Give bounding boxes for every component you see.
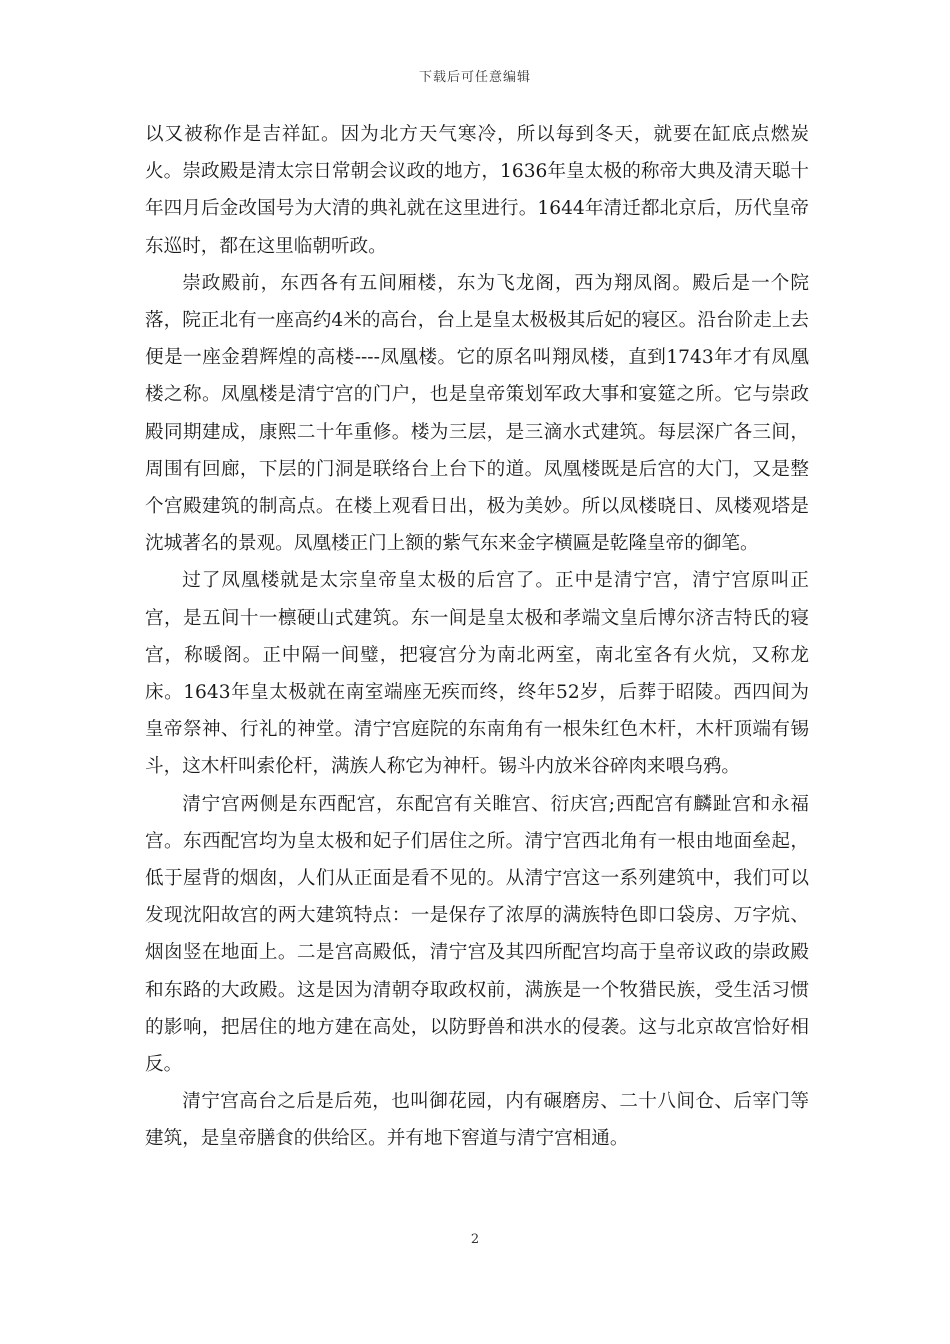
paragraph-4: 清宁宫两侧是东西配宫，东配宫有关睢宫、衍庆宫;西配宫有麟趾宫和永福宫。东西配宫均为皇太极和妃子们居住之所。清宁宫西北角有一根由地面垒起，低于屋背的烟囱，人们从正面是看不见的。从清宁宫这一系列建筑中，我们可以发现沈阳故宫的两大建筑特点：一是保存了浓厚的满族特色即口袋房、万字炕、烟囱竖在地面上。二是宫高殿低，清宁宫及其四所配宫均高于皇帝议政的崇政殿和东路的大政殿。这是因为清朝夺取政权前，满族是一个牧猎民族，受生活习惯的影响，把居住的地方建在高处，以防野兽和洪水的侵袭。这与北京故宫恰好相反。 bbox=[145, 793, 809, 1076]
paragraph-3: 过了凤凰楼就是太宗皇帝皇太极的后宫了。正中是清宁宫，清宁宫原叫正宫，是五间十一檩硬山式建筑。东一间是皇太极和孝端文皇后博尔济吉特氏的寝宫，称暖阁。正中隔一间璧，把寝宫分为南北两室，南北室各有火炕，又称龙床。1643年皇太极就在南室端座无疾而终，终年52岁，后葬于昭陵。西四间为皇帝祭神、行礼的神堂。清宁宫庭院的东南角有一根朱红色木杆，木杆顶端有锡斗，这木杆叫索伦杆，满族人称它为神杆。锡斗内放米谷碎肉来喂乌鸦。 bbox=[145, 570, 809, 778]
page-header: 下载后可任意编辑 bbox=[418, 70, 531, 85]
document-body bbox=[145, 116, 809, 1158]
page-number: 2 bbox=[470, 1232, 480, 1247]
paragraph-1: 以又被称作是吉祥缸。因为北方天气寒冷，所以每到冬天，就要在缸底点燃炭火。崇政殿是清太宗日常朝会议政的地方，1636年皇太极的称帝大典及清天聪十年四月后金改国号为大清的典礼就在这里进行。1644年清迁都北京后，历代皇帝东巡时，都在这里临朝听政。 bbox=[145, 124, 809, 257]
paragraph-2: 崇政殿前，东西各有五间厢楼，东为飞龙阁，西为翔凤阁。殿后是一个院落，院正北有一座高约4米的高台，台上是皇太极极其后妃的寝区。沿台阶走上去便是一座金碧辉煌的高楼----凤凰楼。它的原名叫翔凤楼，直到1743年才有凤凰楼之称。凤凰楼是清宁宫的门户，也是皇帝策划军政大事和宴筵之所。它与崇政殿同期建成，康熙二十年重修。楼为三层，是三滴水式建筑。每层深广各三间，周围有回廊，下层的门洞是联络台上台下的道。凤凰楼既是后宫的大门，又是整个宫殿建筑的制高点。在楼上观看日出，极为美妙。所以凤楼晓日、凤楼观塔是沈城著名的景观。凤凰楼正门上额的紫气东来金字横匾是乾隆皇帝的御笔。 bbox=[145, 272, 809, 555]
paragraph-5: 清宁宫高台之后是后苑，也叫御花园，内有碾磨房、二十八间仓、后宰门等建筑，是皇帝膳食的供给区。并有地下窖道与清宁宫相通。 bbox=[145, 1091, 809, 1150]
